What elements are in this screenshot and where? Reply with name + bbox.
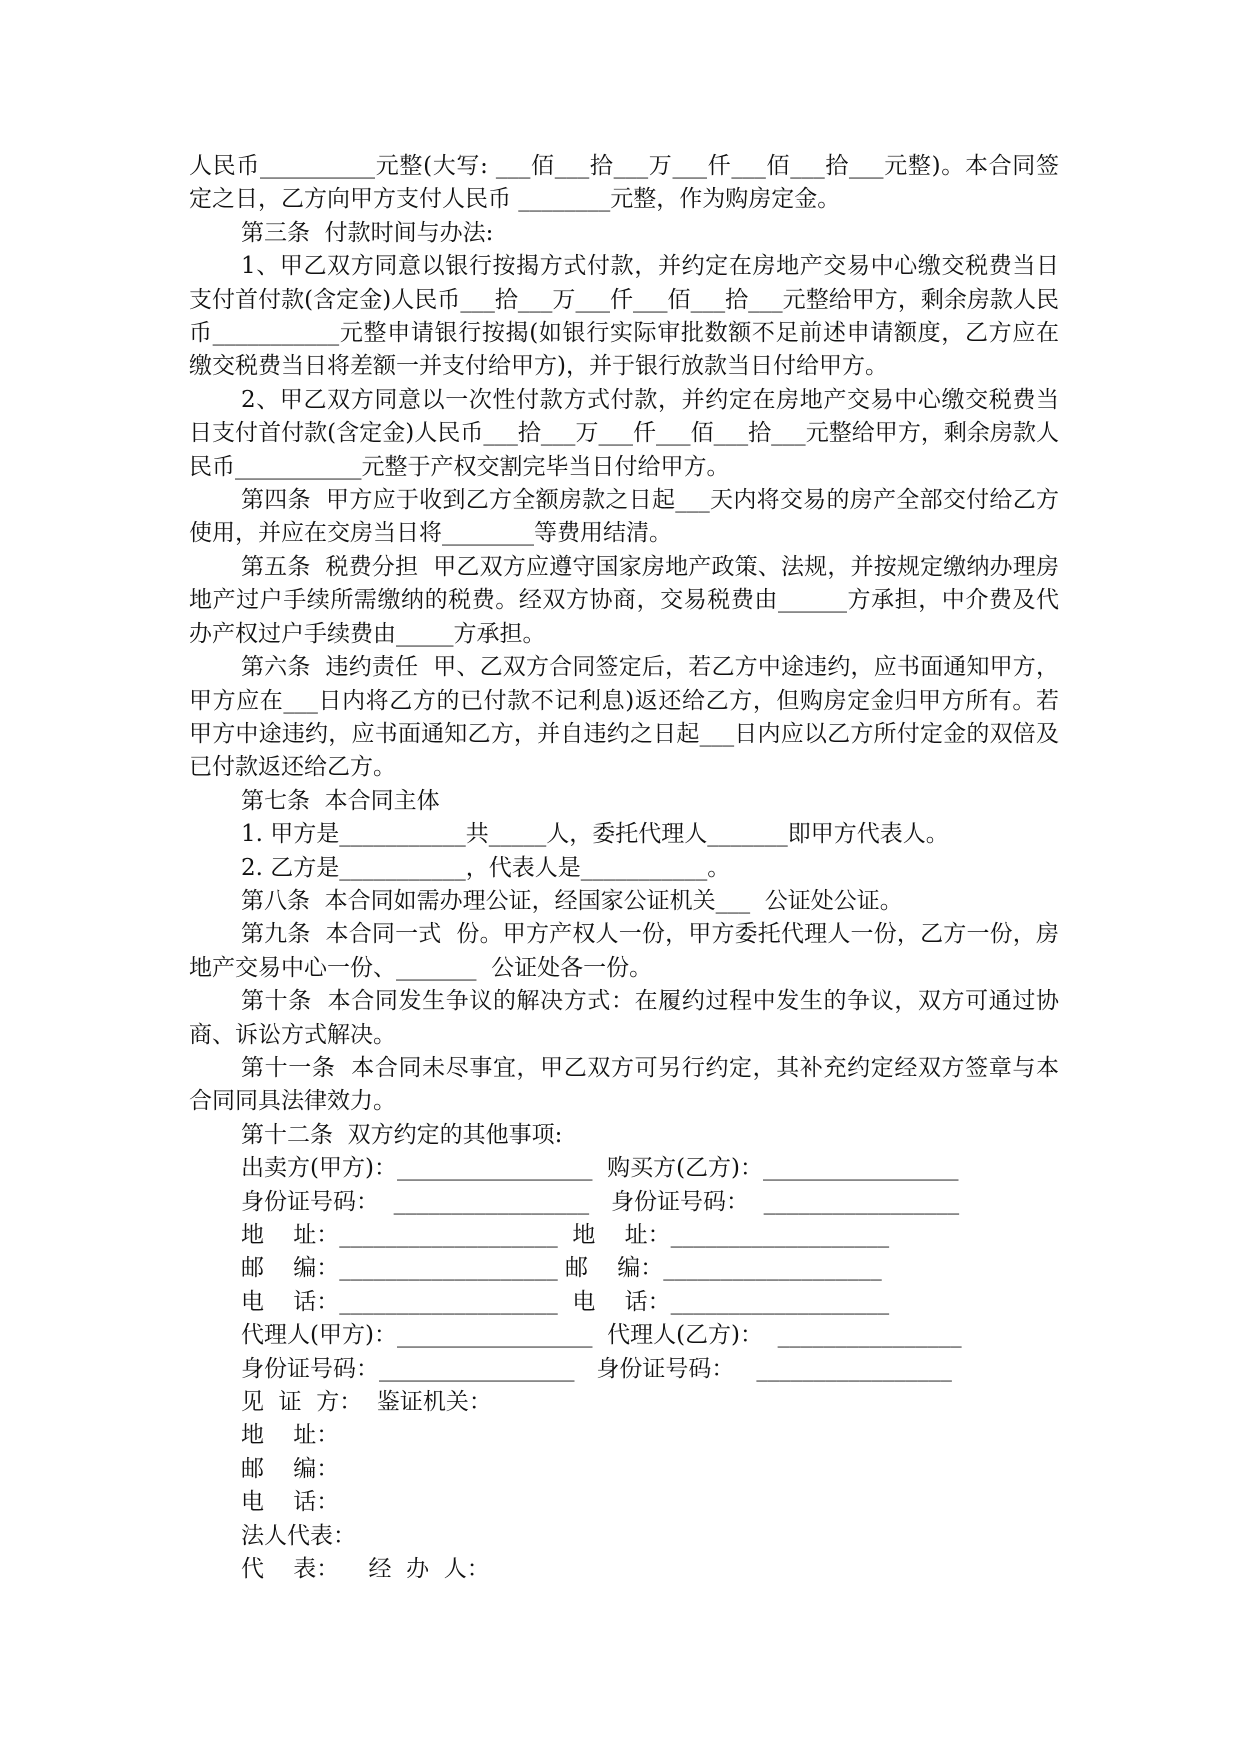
article-10: 第十条 本合同发生争议的解决方式：在履约过程中发生的争议，双方可通过协商、诉讼方式解决。 bbox=[189, 988, 1059, 1048]
article-5: 第五条 税费分担 甲乙双方应遵守国家房地产政策、法规，并按规定缴纳办理房地产过户手续所需缴纳的税费。经双方协商，交易税费由______方承担，中介费及代办产权过户手续费由_____方承担。 bbox=[189, 553, 1059, 647]
article-4: 第四条 甲方应于收到乙方全额房款之日起___天内将交易的房产全部交付给乙方使用，并应在交房当日将________等费用结清。 bbox=[189, 487, 1059, 547]
article-8: 第八条 本合同如需办理公证，经国家公证机关___ 公证处公证。 bbox=[241, 887, 903, 914]
signature-address: 地 址：___________________ 地 址：___________________ bbox=[241, 1222, 890, 1248]
witness-legal-rep: 法人代表： bbox=[241, 1522, 356, 1549]
article-6: 第六条 违约责任 甲、乙双方合同签定后，若乙方中途违约，应书面通知甲方，甲方应在___日内将乙方的已付款不记利息)返还给乙方，但购房定金归甲方所有。若甲方中途违约，应书面通知乙方，并自违约之日起___日内应以乙方所付定金的双倍及已付款返还给乙方。 bbox=[189, 654, 1059, 781]
article-7-item-2: 2. 乙方是___________，代表人是___________。 bbox=[241, 854, 731, 881]
article-9: 第九条 本合同一式 份。甲方产权人一份，甲方委托代理人一份，乙方一份，房地产交易中心一份、_______ 公证处各一份。 bbox=[189, 921, 1059, 981]
signature-agents: 代理人(甲方)：_________________ 代理人(乙方)： ________________ bbox=[241, 1322, 962, 1349]
witness-representative: 代 表： 经 办 人： bbox=[241, 1556, 490, 1583]
signature-postcode: 邮 编：___________________ 邮 编：___________________ bbox=[241, 1255, 882, 1282]
signature-phone: 电 话：___________________ 电 话：___________________ bbox=[241, 1288, 890, 1315]
signature-id-number: 身份证号码： _________________ 身份证号码： _________________ bbox=[241, 1188, 960, 1215]
witness-line: 见 证 方： 鉴证机关： bbox=[241, 1389, 492, 1416]
signature-agent-id-number: 身份证号码：_________________ 身份证号码： _________________ bbox=[241, 1355, 952, 1382]
article-3-heading: 第三条 付款时间与办法: bbox=[241, 219, 494, 246]
article-11: 第十一条 本合同未尽事宜，甲乙双方可另行约定，其补充约定经双方签章与本合同同具法律效力。 bbox=[189, 1054, 1059, 1115]
witness-address: 地 址： bbox=[241, 1422, 340, 1449]
witness-phone: 电 话： bbox=[241, 1489, 340, 1516]
article-7-heading: 第七条 本合同主体 bbox=[241, 787, 440, 814]
article-12-heading: 第十二条 双方约定的其他事项: bbox=[241, 1121, 563, 1148]
signature-seller-buyer: 出卖方(甲方)：_________________ 购买方(乙方)：_________________ bbox=[241, 1155, 959, 1182]
article-7-item-1: 1. 甲方是___________共_____人，委托代理人_______即甲方代表人。 bbox=[241, 821, 949, 848]
article-3-item-1: 1、甲乙双方同意以银行按揭方式付款，并约定在房地产交易中心缴交税费当日支付首付款(含定金)人民币___拾___万___仟___佰___拾___元整给甲方，剩余房款人民币___________元整申请银行按揭(如银行实际审批数额不足前述申请额度，乙方应在缴交税费当日将差额一并支付给甲方)，并于银行放款当日付给甲方。 bbox=[189, 253, 1059, 380]
witness-postcode: 邮 编： bbox=[241, 1455, 340, 1482]
contract-page bbox=[189, 150, 1059, 1586]
paragraph-purchase-price: 人民币__________元整(大写: ___佰___拾___万___仟___佰___拾___元整)。本合同签定之日，乙方向甲方支付人民币 ________元整，作为购房定金。 bbox=[189, 153, 1059, 213]
signature-block bbox=[189, 1152, 1059, 1586]
article-3-item-2: 2、甲乙双方同意以一次性付款方式付款，并约定在房地产交易中心缴交税费当日支付首付款(含定金)人民币___拾___万___仟___佰___拾___元整给甲方，剩余房款人民币___________元整于产权交割完毕当日付给甲方。 bbox=[189, 386, 1059, 480]
